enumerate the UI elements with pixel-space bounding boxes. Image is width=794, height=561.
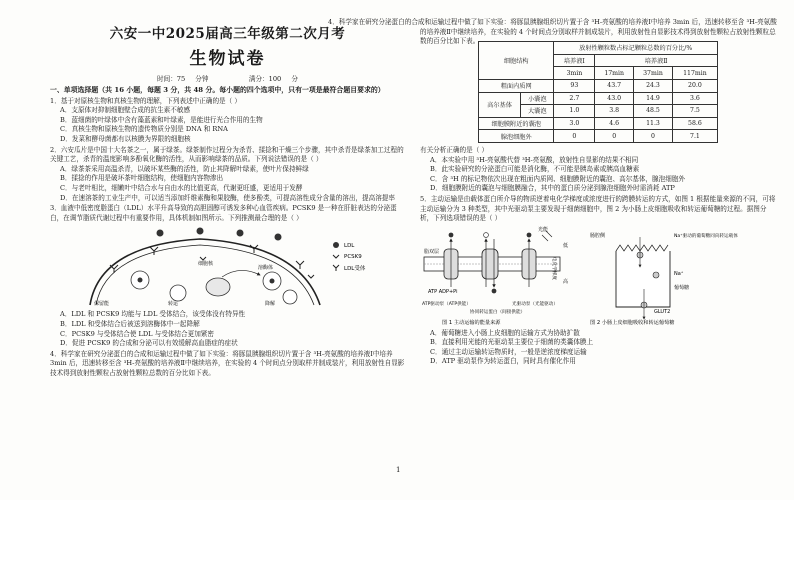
cell: 43.0 (595, 92, 634, 105)
question-stem-part1: 4．科学家在研究分泌蛋白的合成和运输过程中做了如下实验：将豚鼠胰腺组织切片置于含 ³H-亮氨酸的培养液Ⅰ中培养 3min 后，迅速转移至含 ³H-亮氨酸的培养液Ⅱ中继续培养，在实验的 4 个时间点分别取样并制成装片，利用放射性自显影技术得到放射性颗粒占放射性颗粒总数的百分比如下表。 (50, 349, 405, 377)
gradient-label: 电化学梯度 (551, 256, 556, 280)
legend-pcsk9-icon (333, 255, 339, 258)
question-3 (50, 204, 405, 349)
option-d: D．发菜和酵母菌都有以核膜为界限的细胞核 (60, 134, 191, 143)
question-stem: 2．六安瓜片是中国十大名茶之一，属于绿茶。绿茶制作过程分为杀青、揉捻和干燥三个步骤，其中杀青是绿茶加工过程的关键工艺，杀青的温度影响多酚氧化酶的活性，从而影响绿茶的品质。下列说法错误的是（ ） (50, 145, 404, 164)
ldl-particle (157, 230, 164, 237)
nucleus-shape (206, 278, 230, 296)
cell: 93 (554, 79, 595, 92)
option-a: A．葡萄糖进入小肠上皮细胞的运输方式为协助扩散 (430, 328, 580, 337)
score-label: 满分：100 分 (248, 75, 298, 83)
receptor-icon (296, 261, 304, 269)
cell: 20.0 (672, 79, 717, 92)
row-name: 小囊泡 (521, 92, 554, 105)
high-label: 高 (563, 278, 569, 285)
option-c: C．通过主动运输转运物质时，一般是逆浓度梯度运输 (430, 347, 587, 356)
option-a: A．LDL 和 PCSK9 均能与 LDL 受体结合，该受体没有特异性 (60, 310, 246, 319)
row-name: 粗面内质网 (479, 79, 554, 92)
ldl-particle (275, 234, 282, 241)
school-title: 六安一中2025届高三年级第二次月考 (109, 26, 346, 42)
fig1-title: 图 1 主动运输的能量来源 (442, 319, 501, 326)
cell: 4.6 (595, 117, 634, 130)
pcsk9-icon (200, 257, 206, 260)
question-4-start (50, 349, 405, 377)
time-header: 37min (634, 67, 673, 80)
table-main-header: 放射性颗粒数占标记颗粒总数的百分比/% (554, 42, 718, 55)
option-d: D．细胞膜附近的囊泡与细胞膜融合，其中的蛋白质分泌到腺泡细胞外时需消耗 ATP (430, 184, 675, 193)
question-stem: 3．血液中低密度脂蛋白（LDL）水平升高导致的高胆固醇可诱发多种心血管疾病。PCSK9 是一种在肝脏表达的分泌蛋白，在调节脂质代谢过程中有重要作用，具体机制如图所示。下列推测最合理的是（ ） (50, 204, 397, 222)
ldl-particle (270, 279, 275, 284)
question-2 (50, 146, 405, 204)
na-pump-label: Na⁺驱动的葡萄糖同向转运载体 (674, 233, 738, 239)
table-row (479, 130, 718, 143)
table-row (479, 92, 718, 105)
time-header: 117min (672, 67, 717, 80)
question-5 (420, 195, 778, 367)
epithelial-cell-shape (616, 251, 670, 307)
option-b: B．蓝细菌的叶绿体中含有藻蓝素和叶绿素，是能进行光合作用的生物 (60, 115, 263, 124)
option-c: C．与老叶相比，细嫩叶中结合水与自由水的比值更高，代谢更旺盛，更适用于发酵 (60, 183, 303, 192)
cell: 11.3 (634, 117, 673, 130)
q4-question: 有关分析正确的是（ ） (420, 145, 489, 154)
light-label: 光能 (538, 226, 549, 233)
glucose-label: 葡萄糖 (674, 284, 690, 291)
time-header: 3min (554, 67, 595, 80)
legend-ldl-icon (333, 242, 339, 248)
ldl-particle (237, 230, 244, 237)
option-a: A．绿茶茶采用高温杀青，以破坏某些酶的活性，防止其降解叶绿素，使叶片保持鲜绿 (60, 164, 309, 173)
row-name: 腺泡细胞外 (479, 130, 554, 143)
cell: 1.0 (554, 105, 595, 118)
cotransporter-shape (482, 249, 498, 279)
table-row (479, 117, 718, 130)
option-d: D．在速溶茶的工业生产中，可以适当添加纤维素酶和果胶酶，使多酚类，可提高溶性成分含量的溶出，提高溶提率 (60, 193, 395, 202)
option-b: B．直接利用光能的光驱动泵主要位于细菌的类囊体膜上 (430, 338, 594, 347)
lysosome-label: 溶酶体 (258, 265, 274, 272)
cell: 3.6 (672, 92, 717, 105)
question-stem: 5．主动运输是由载体蛋白所介导的物质逆着电化学梯度或浓度进行的跨膜转运的方式，如图 1 根据能量来源的不同，可将主动运输分为 3 种类型，其中光驱动泵主要发现于细菌细胞中，图 2 为小肠上皮细胞吸收和转运葡萄糖的过程。据图分析，下列选项错误的是（ ） (420, 194, 776, 223)
bottom-margin (0, 500, 794, 561)
transport-figures (420, 227, 778, 327)
left-column (50, 22, 405, 377)
option-b: B．LDL 和受体结合后被送到溶酶体中一起降解 (60, 319, 200, 328)
row-header-cell: 细胞结构 (479, 42, 554, 80)
option-c: C．真核生物和原核生物的遗传物质分别是 DNA 和 RNA (60, 125, 228, 134)
cell: 3.8 (595, 105, 634, 118)
transfer-label: 转运 (168, 301, 179, 308)
ldl-pathway-figure (50, 225, 405, 308)
recycle-label: 保留能 (94, 301, 110, 308)
time-label: 时间：75 分钟 (157, 75, 209, 83)
cell: 7.1 (672, 130, 717, 143)
option-d: D．促进 PCSK9 的合成和分泌可以有效缓解高血脂症的症状 (60, 339, 238, 348)
section-heading: 一、单项选择题（共 16 小题，每题 3 分，共 48 分。每小题的四个选项中，只有一项是最符合题目要求的） (50, 86, 385, 94)
medium1-header: 培养液Ⅰ (554, 54, 595, 67)
option-a: A．本实验中用 ³H-亮氨酸代替 ³H-亮氨酸，放射性自显影的结果不相同 (430, 155, 639, 164)
low-label: 低 (563, 242, 569, 249)
exam-meta (50, 73, 405, 83)
pump3-label: 光驱动泵（光能驱动） (512, 301, 558, 307)
cell: 0 (634, 130, 673, 143)
cell: 58.6 (672, 117, 717, 130)
option-b: B．此实验研究的分泌蛋白可能是消化酶，不可能是胰岛素或胰高血糖素 (430, 165, 640, 174)
cell: 3.0 (554, 117, 595, 130)
legend-receptor: LDL受体 (344, 266, 366, 273)
cell: 2.7 (554, 92, 595, 105)
q4-stem-text: 4．科学家在研究分泌蛋白的合成和运输过程中做了如下实验：将豚鼠胰腺组织切片置于含 ³H-亮氨酸的培养液Ⅰ中培养 3min 后，迅速转移至含 ³H-亮氨酸的培养液Ⅱ中继续培养，在实验的 4 个时间点分别取样并制成装片，利用放射性自显影技术得到放射性颗粒占放射性颗粒总数的百分比如下表。 (328, 18, 777, 46)
legend-receptor-icon (333, 265, 339, 271)
option-c: C．含 ³H 的标记物依次出现在粗面内质网、细胞膜附近的囊泡、高尔基体，腺泡细胞外 (430, 174, 686, 183)
option-c: C．PCSK9 与受体结合使 LDL 与受体结合更加紧密 (60, 329, 214, 338)
medium2-header: 培养液Ⅱ (595, 54, 718, 67)
cell: 14.9 (634, 92, 673, 105)
ldl-particle (138, 278, 143, 283)
transport-figure-svg (420, 227, 778, 327)
lumen-label: 肠腔侧 (590, 232, 606, 239)
receptor-icon (110, 265, 118, 273)
row-name: 大囊泡 (521, 105, 554, 118)
cell: 24.3 (634, 79, 673, 92)
cell: 7.5 (672, 105, 717, 118)
page-number: 1 (396, 466, 401, 474)
subject-title: 生物试卷 (189, 49, 266, 69)
option-a: A．支原体对抑制细胞壁合成的抗生素不敏感 (60, 106, 191, 115)
question-stem: 1．基于对原核生物和真核生物的理解，下列表述中正确的是（ ） (50, 96, 241, 105)
time-header: 17min (595, 67, 634, 80)
lipid-label: 脂双层 (424, 248, 440, 255)
nucleus-label: 细胞核 (198, 261, 214, 268)
na-label: Na⁺ (674, 270, 684, 277)
q4-stem-continued (328, 18, 778, 46)
degrade-label: 降解 (265, 301, 276, 308)
microvilli-icon (616, 245, 668, 251)
option-d: D．ATP 驱动泵作为转运蛋白，同时具有催化作用 (430, 357, 576, 366)
legend-ldl: LDL (344, 243, 355, 250)
cell-membrane-inner (94, 245, 314, 308)
vesicle-3 (283, 290, 297, 304)
na-k-pump-icon (653, 272, 659, 278)
cell: 0 (554, 130, 595, 143)
table-row (479, 79, 718, 92)
glut2-label: GLUT2 (654, 308, 671, 315)
pcsk9-icon (308, 275, 314, 278)
pump1-label: ATP驱动泵（ATP供能） (422, 301, 471, 307)
row-name: 细胞膜附近的囊泡 (479, 117, 554, 130)
atp-label: ATP ADP+Pi (428, 288, 458, 295)
ldl-diagram (50, 225, 405, 308)
ldl-particle (197, 228, 204, 235)
vesicle-2 (170, 285, 186, 301)
cell: 48.5 (634, 105, 673, 118)
cell: 0 (595, 130, 634, 143)
fig2-title: 图 2 小肠上皮细胞吸收和转运葡萄糖 (590, 319, 675, 326)
results-table (478, 41, 718, 143)
golgi-group: 高尔基体 (479, 92, 521, 117)
legend-pcsk9: PCSK9 (344, 254, 362, 261)
transport-arrow (222, 271, 260, 278)
pump2-label: 协同转运蛋白（间接供能） (470, 309, 526, 315)
cell: 43.7 (595, 79, 634, 92)
question-1 (50, 97, 405, 145)
option-b: B．揉捻的作用是破坏茶叶细胞结构，使细胞内容物渗出 (60, 174, 224, 183)
